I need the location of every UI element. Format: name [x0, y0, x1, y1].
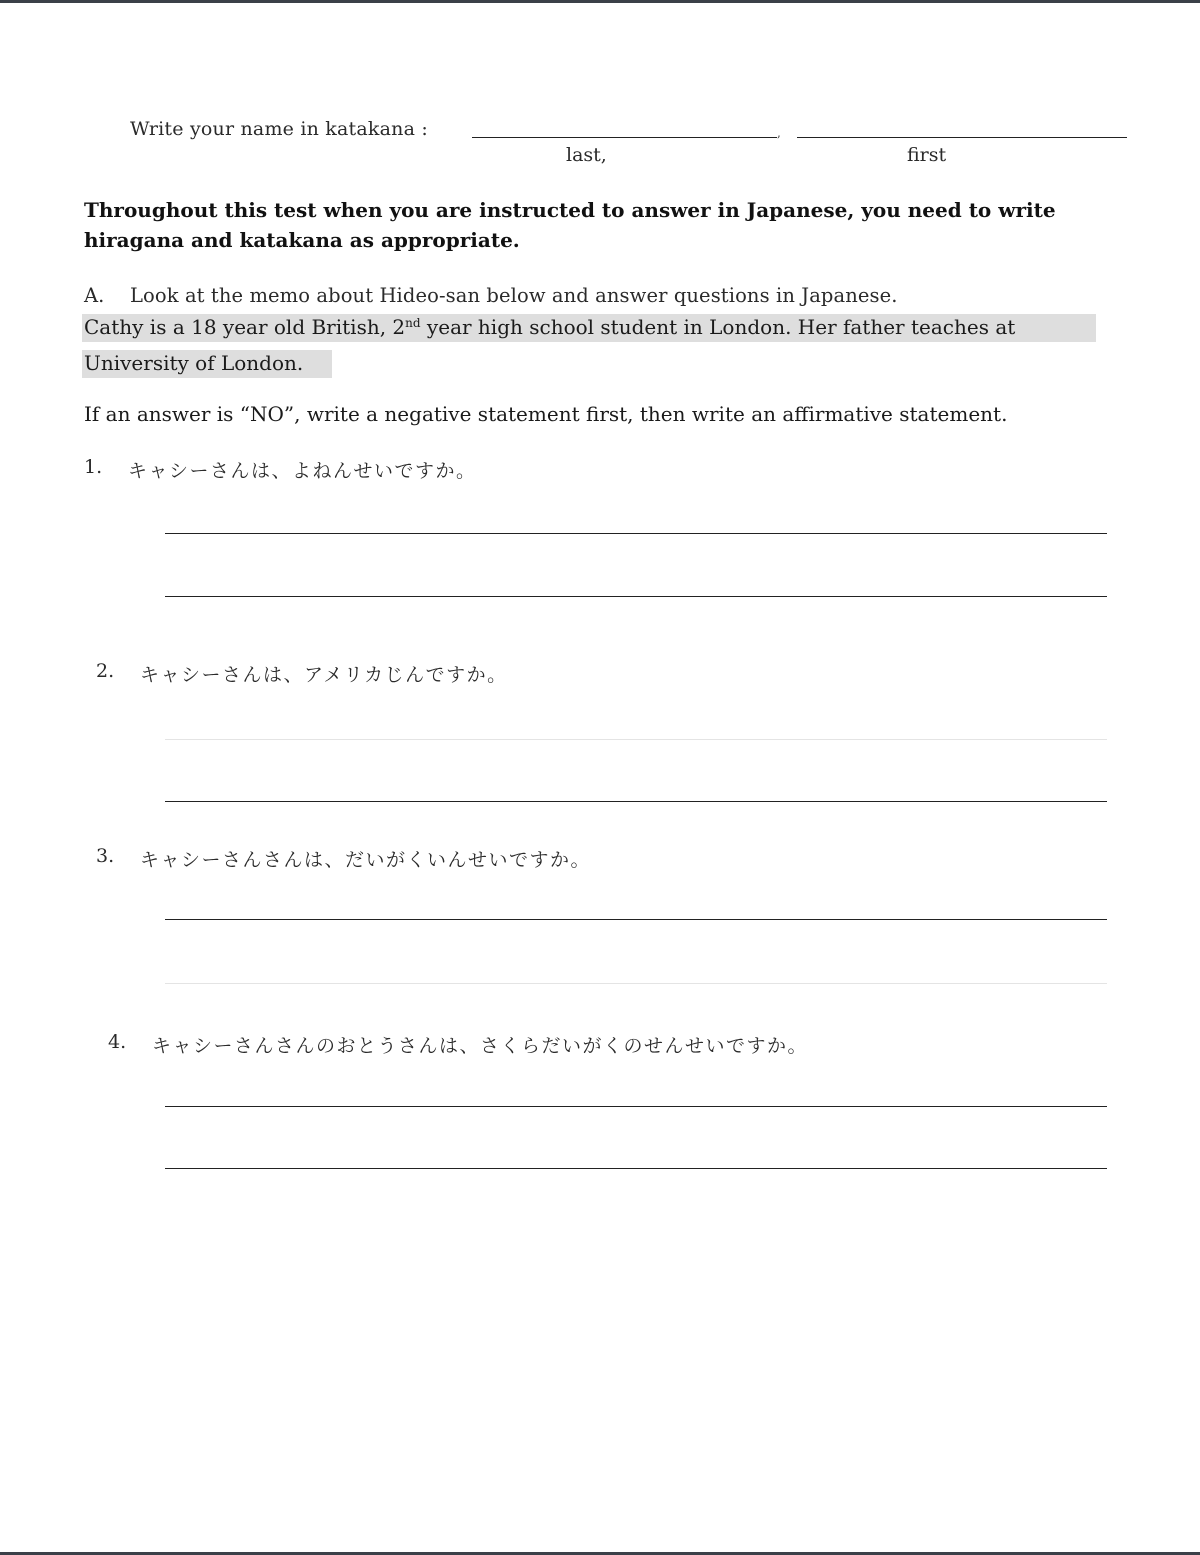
question-3-number: 3. — [96, 845, 115, 867]
first-name-field[interactable] — [797, 137, 1127, 138]
name-prompt: Write your name in katakana : — [130, 118, 428, 140]
question-4-answer-line-1[interactable] — [165, 1106, 1107, 1107]
memo-line-1-end: year high school student in London. Her father teaches at — [420, 315, 1016, 339]
last-name-field[interactable] — [472, 137, 777, 138]
question-3-answer-line-1[interactable] — [165, 919, 1107, 920]
question-1-answer-line-1[interactable] — [165, 533, 1107, 534]
question-1-text: キャシーさんは、よねんせいですか。 — [128, 460, 477, 482]
question-1-number: 1. — [84, 456, 103, 478]
section-title: Look at the memo about Hideo-san below and answer questions in Japanese. — [130, 284, 898, 307]
memo-line-1 — [84, 315, 1015, 339]
memo-ordinal-suffix: nd — [405, 316, 421, 330]
first-name-label: first — [907, 144, 947, 166]
question-2-answer-line-1[interactable] — [165, 739, 1107, 740]
name-separator: , — [777, 126, 781, 140]
question-2-text: キャシーさんは、アメリカじんですか。 — [140, 664, 508, 686]
general-instruction: Throughout this test when you are instructed to answer in Japanese, you need to write hiragana and katakana as appropriate. — [84, 198, 1056, 252]
question-1-answer-line-2[interactable] — [165, 596, 1107, 597]
section-letter: A. — [84, 284, 105, 307]
question-4-number: 4. — [108, 1031, 127, 1053]
question-3-answer-line-2[interactable] — [165, 983, 1107, 984]
question-4-answer-line-2[interactable] — [165, 1168, 1107, 1169]
page-top-border — [0, 0, 1200, 3]
memo-line-2: University of London. — [84, 351, 304, 375]
question-3-text: キャシーさんさんは、だいがくいんせいですか。 — [140, 849, 592, 871]
question-2-answer-line-2[interactable] — [165, 801, 1107, 802]
memo-line-1-start: Cathy is a 18 year old British, 2 — [84, 315, 406, 339]
question-4-text: キャシーさんさんのおとうさんは、さくらだいがくのせんせいですか。 — [152, 1035, 809, 1057]
section-a-heading — [84, 284, 898, 307]
question-2-number: 2. — [96, 660, 115, 682]
last-name-label: last, — [566, 144, 607, 166]
answer-instruction: If an answer is “NO”, write a negative statement first, then write an affirmative statement. — [84, 402, 1008, 426]
